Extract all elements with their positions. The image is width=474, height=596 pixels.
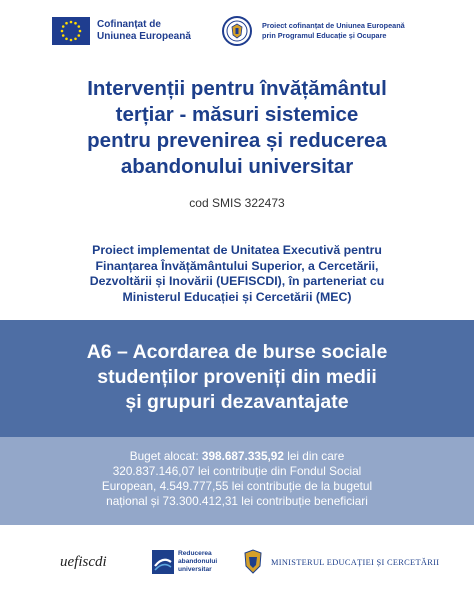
reducere-line2: abandonului: [178, 558, 218, 565]
title-line: Intervenții pentru învățământul: [87, 77, 387, 100]
partner-line: Ministerul Educației și Cercetării (MEC): [122, 289, 352, 304]
uefiscdi-logo: [60, 545, 107, 579]
title-line: terțiar - măsuri sistemice: [115, 103, 359, 126]
budget-suffix: lei din care: [283, 449, 345, 463]
budget-prefix: Buget alocat:: [129, 449, 202, 463]
title-line: pentru prevenirea și reducerea: [87, 129, 387, 152]
romanian-government-logo: [222, 15, 462, 47]
eu-logo-line1: Cofinanțat de: [97, 19, 161, 30]
reducere-line3: universitar: [178, 566, 212, 573]
partner-line: Finanțarea Învățământului Superior, a Cercetării,: [95, 258, 379, 273]
eu-cofinancing-logo: [52, 16, 212, 46]
eu-logo-line2: Uniunea Europeană: [97, 31, 191, 42]
budget-line-3: European, 4.549.777,55 lei contribuție de la bugetul: [101, 479, 373, 493]
project-title: [30, 76, 444, 180]
government-crest-icon: [222, 16, 252, 46]
budget-text: [30, 449, 444, 509]
activity-band: [0, 320, 474, 437]
implementation-statement: [40, 243, 434, 305]
reducere-abandonului-logo: [152, 545, 217, 579]
uefiscdi-logo-text: uefiscdi: [60, 553, 107, 570]
reducere-line1: Reducerea: [178, 550, 212, 557]
activity-line: studenților proveniți din medii: [97, 366, 377, 388]
mec-logo-text: MINISTERUL EDUCAȚIEI ȘI CERCETĂRII: [271, 557, 440, 567]
mec-logo: [241, 545, 439, 579]
eu-flag-icon: [52, 17, 90, 45]
budget-band: [0, 437, 474, 525]
activity-line: A6 – Acordarea de burse sociale: [86, 341, 388, 363]
activity-line: și grupuri dezavantajate: [125, 391, 349, 413]
budget-line-2: 320.837.146,07 lei contribuție din Fondul Social: [112, 464, 362, 478]
eu-logo-text: [97, 19, 191, 43]
reducere-mark-icon: [152, 550, 174, 574]
smis-code: cod SMIS 322473: [189, 196, 285, 210]
activity-title: [20, 340, 454, 415]
budget-line-1: [30, 449, 444, 464]
title-line: abandonului universitar: [120, 155, 354, 178]
gov-logo-line1: Proiect cofinanțat de Uniunea Europeană: [262, 21, 405, 30]
budget-amount: 398.687.335,92: [201, 449, 284, 463]
gov-logo-line2: prin Programul Educație și Ocupare: [262, 31, 387, 40]
reducere-logo-text: [178, 550, 217, 574]
partner-line: Dezvoltării și Inovării (UEFISCDI), în parteneriat cu: [89, 274, 385, 288]
budget-line-4: național și 73.300.412,31 lei contribuție beneficiari: [106, 494, 368, 508]
government-logo-text: [262, 21, 405, 41]
partner-line: Proiect implementat de Unitatea Executivă pentru: [92, 243, 382, 257]
mec-crest-icon: [241, 549, 265, 575]
